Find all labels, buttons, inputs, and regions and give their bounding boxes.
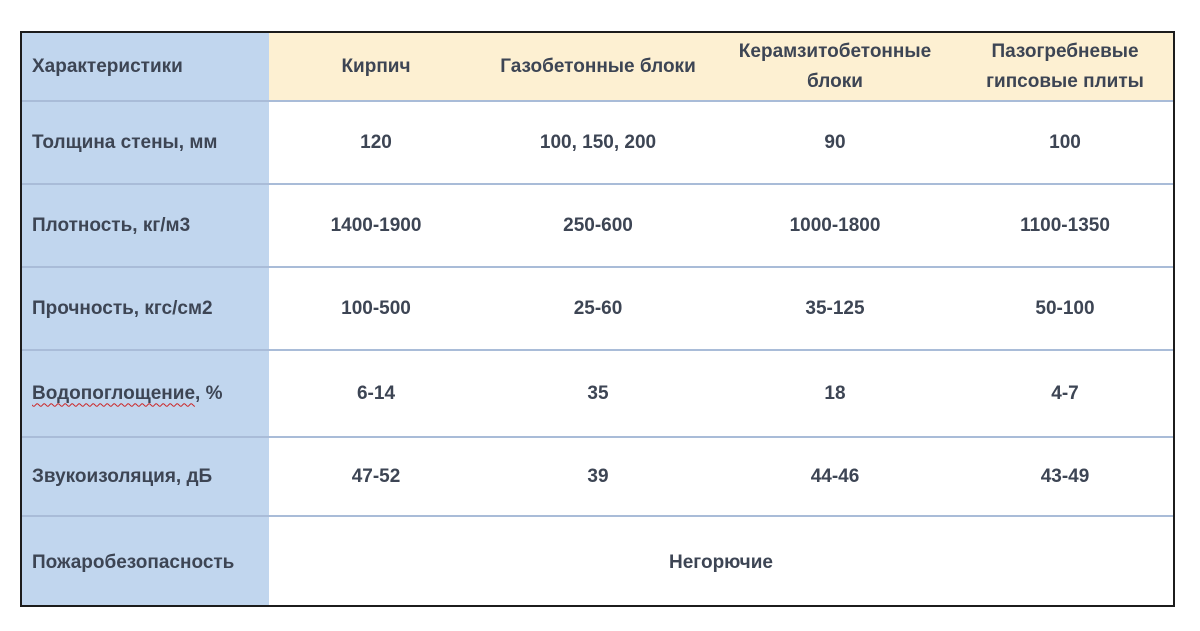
table-cell: 100: [957, 101, 1173, 184]
table-cell: 4-7: [957, 350, 1173, 437]
table-cell: 47-52: [269, 437, 483, 516]
row-label-sound-insulation: Звукоизоляция, дБ: [22, 437, 269, 516]
column-header-gypsum-boards: Пазогребневые гипсовые плиты: [957, 33, 1173, 101]
table-row: [22, 516, 1173, 607]
table-row: [22, 437, 1173, 516]
table-cell: 6-14: [269, 350, 483, 437]
table-cell: 90: [713, 101, 957, 184]
table-cell: 39: [483, 437, 713, 516]
table-cell: 43-49: [957, 437, 1173, 516]
table-cell: 44-46: [713, 437, 957, 516]
row-label-water-absorption: [22, 350, 269, 437]
table-cell: 120: [269, 101, 483, 184]
table-row: [22, 101, 1173, 184]
row-label-density: Плотность, кг/м3: [22, 184, 269, 267]
table-header-row: [22, 33, 1173, 101]
table-row: [22, 184, 1173, 267]
comparison-table-frame: [20, 31, 1175, 607]
table-cell: 100-500: [269, 267, 483, 350]
table-cell: 1100-1350: [957, 184, 1173, 267]
row-label-fire-safety: Пожаробезопасность: [22, 516, 269, 607]
table-row: [22, 267, 1173, 350]
row-label-wall-thickness: Толщина стены, мм: [22, 101, 269, 184]
table-cell: 1000-1800: [713, 184, 957, 267]
table-cell: 35: [483, 350, 713, 437]
column-header-aerated-concrete: Газобетонные блоки: [483, 33, 713, 101]
row-label-strength: Прочность, кгс/см2: [22, 267, 269, 350]
table-cell: 100, 150, 200: [483, 101, 713, 184]
table-cell: 18: [713, 350, 957, 437]
table-cell: 35-125: [713, 267, 957, 350]
row-label-suffix: , %: [195, 382, 223, 404]
column-header-expanded-clay-concrete: Керамзитобетонные блоки: [713, 33, 957, 101]
table-cell: 250-600: [483, 184, 713, 267]
merged-table-cell: Негорючие: [269, 516, 1173, 607]
spellcheck-underlined-word: Водопоглощение: [32, 382, 196, 404]
table-row: [22, 350, 1173, 437]
table-cell: 25-60: [483, 267, 713, 350]
table-cell: 50-100: [957, 267, 1173, 350]
comparison-table: [22, 33, 1173, 607]
header-label: Характеристики: [22, 33, 269, 101]
column-header-brick: Кирпич: [269, 33, 483, 101]
table-cell: 1400-1900: [269, 184, 483, 267]
